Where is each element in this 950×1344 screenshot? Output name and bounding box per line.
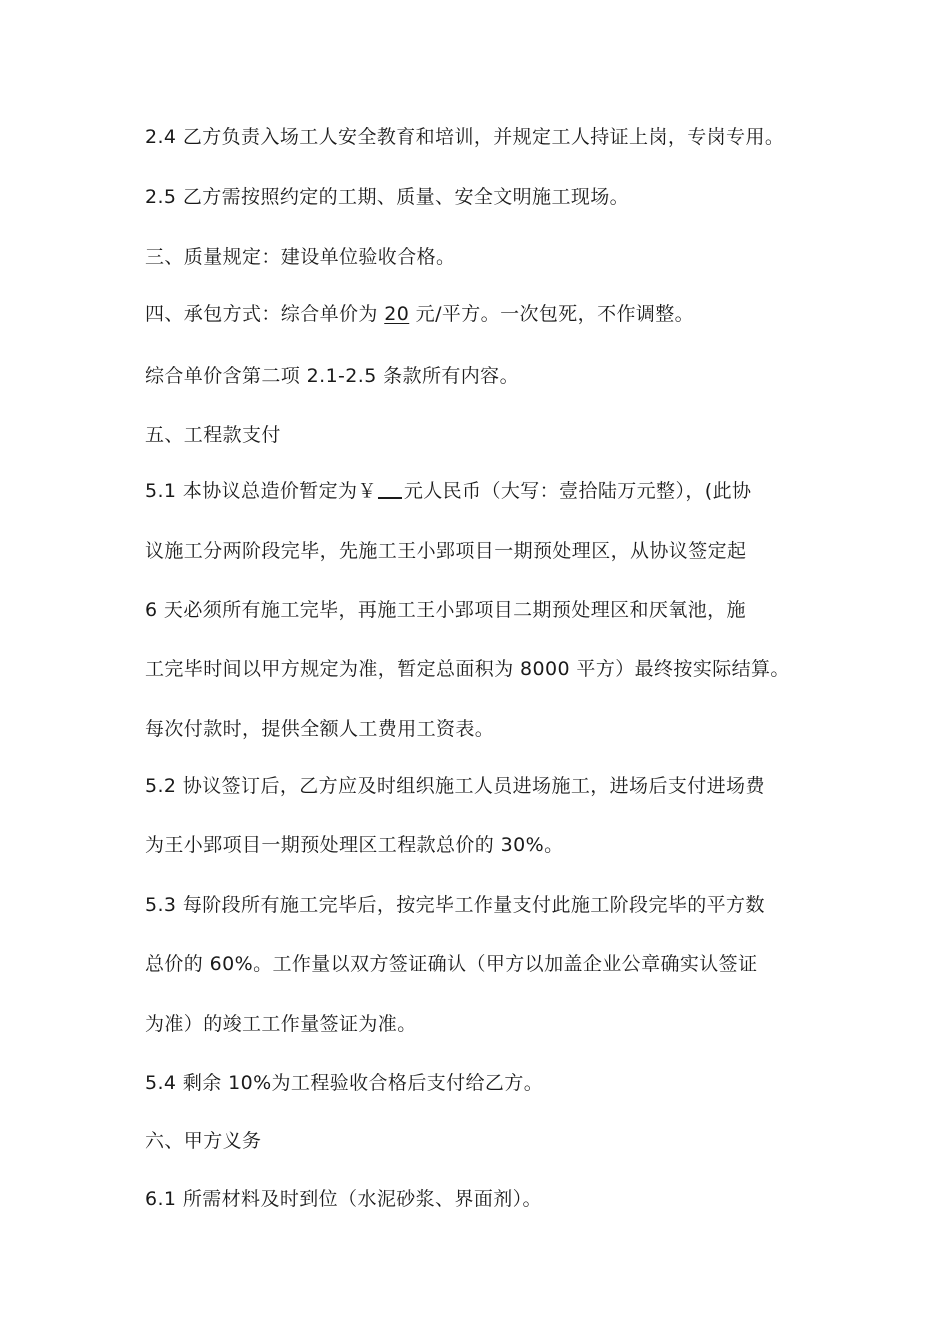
clause-2-5: 2.5 乙方需按照约定的工期、质量、安全文明施工现场。 bbox=[145, 186, 630, 208]
contract-method-suffix: 元/平方。一次包死，不作调整。 bbox=[409, 303, 695, 325]
clause-6-1: 6.1 所需材料及时到位（水泥砂浆、界面剂）。 bbox=[145, 1188, 542, 1210]
unit-price-note: 综合单价含第二项 2.1-2.5 条款所有内容。 bbox=[145, 365, 519, 387]
total-price-blank bbox=[378, 479, 402, 499]
clause-2-4: 2.4 乙方负责入场工人安全教育和培训，并规定工人持证上岗，专岗专用。 bbox=[145, 126, 785, 148]
payment-note: 每次付款时，提供全额人工费用工资表。 bbox=[145, 718, 495, 740]
clause-5-4: 5.4 剩余 10%为工程验收合格后支付给乙方。 bbox=[145, 1072, 544, 1094]
section-6-party-a-obligations: 六、甲方义务 bbox=[145, 1130, 262, 1152]
clause-5-1-line-1 bbox=[145, 478, 751, 504]
total-price-suffix: 元人民币（大写：壹拾陆万元整），(此协 bbox=[403, 480, 752, 502]
contract-method-prefix: 四、承包方式：综合单价为 bbox=[145, 303, 385, 325]
clause-5-2-line-1: 5.2 协议签订后，乙方应及时组织施工人员进场施工，进场后支付进场费 bbox=[145, 775, 765, 797]
section-5-payment: 五、工程款支付 bbox=[145, 424, 281, 446]
clause-5-3-line-2: 总价的 60%。工作量以双方签证确认（甲方以加盖企业公章确实认签证 bbox=[145, 953, 758, 975]
clause-5-3-line-3: 为准）的竣工工作量签证为准。 bbox=[145, 1013, 417, 1035]
total-price-prefix: 5.1 本协议总造价暂定为￥ bbox=[145, 480, 377, 502]
clause-5-1-line-4: 工完毕时间以甲方规定为准，暂定总面积为 8000 平方）最终按实际结算。 bbox=[145, 658, 790, 680]
section-4-contract-method bbox=[145, 301, 694, 327]
clause-5-2-line-2: 为王小郢项目一期预处理区工程款总价的 30%。 bbox=[145, 834, 564, 856]
clause-5-1-line-2: 议施工分两阶段完毕，先施工王小郢项目一期预处理区，从协议签定起 bbox=[145, 540, 747, 562]
clause-5-1-line-3: 6 天必须所有施工完毕，再施工王小郢项目二期预处理区和厌氧池，施 bbox=[145, 599, 746, 621]
section-3-quality: 三、质量规定：建设单位验收合格。 bbox=[145, 246, 456, 268]
unit-price-value: 20 bbox=[384, 303, 410, 325]
clause-5-3-line-1: 5.3 每阶段所有施工完毕后，按完毕工作量支付此施工阶段完毕的平方数 bbox=[145, 894, 765, 916]
